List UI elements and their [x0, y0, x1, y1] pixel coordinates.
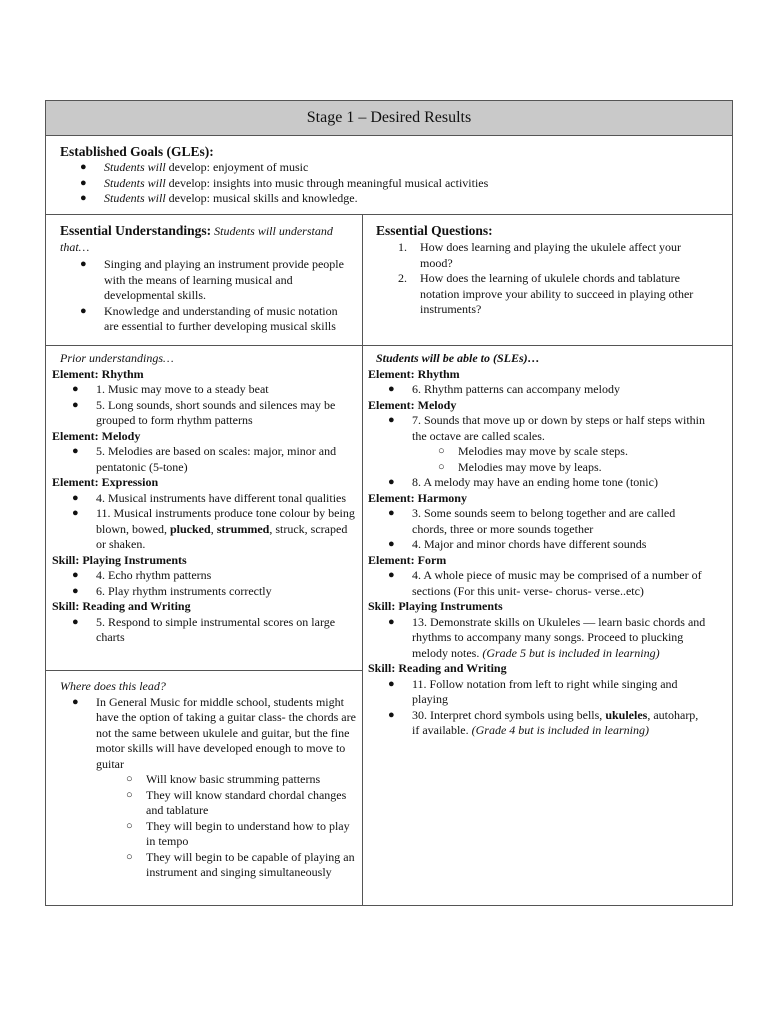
sles-cell — [368, 351, 708, 739]
understandings-heading-note: Students will understand that… — [60, 224, 333, 254]
list-item: ● Students will develop: musical skills and knowledge. — [80, 191, 358, 205]
prior-rhythm-label: Element: Rhythm — [52, 366, 144, 381]
sles-form-label: Element: Form — [368, 552, 447, 567]
essential-understandings-cell — [60, 222, 352, 335]
sles-heading: Students will be able to (SLEs)… — [376, 351, 540, 365]
questions-heading: Essential Questions: — [376, 223, 493, 238]
understandings-heading: Essential Understandings: — [60, 223, 212, 238]
sles-harmony-label: Element: Harmony — [368, 490, 467, 505]
list-item: ● 4. Echo rhythm patterns — [72, 568, 212, 582]
understandings-detail-row — [46, 346, 732, 905]
understandings-questions-row — [46, 215, 732, 346]
sles-rhythm-label: Element: Rhythm — [368, 366, 460, 381]
list-item: ● 13. Demonstrate skills on Ukuleles — learn basic chords and rhythms to accompany many songs. Proceed to plucking melody notes. (Grade 5 but is included in learning) — [388, 614, 706, 660]
prior-melody-label: Element: Melody — [52, 428, 141, 443]
list-item: ● 5. Respond to simple instrumental scores on large charts — [72, 614, 336, 644]
list-item: ○ Melodies may move by leaps. — [438, 459, 602, 474]
list-item: ● Students will develop: insights into music through meaningful musical activities — [80, 175, 489, 190]
list-item: ● 7. Sounds that move up or down by steps or half steps within the octave are called scales. — [388, 413, 705, 443]
list-item: ● 4. Musical instruments have different tonal qualities — [72, 490, 347, 505]
sles-playing-label: Skill: Playing Instruments — [368, 599, 503, 613]
lead-heading: Where does this lead? — [60, 679, 166, 693]
list-item: ● 4. A whole piece of music may be comprised of a number of sections (For this unit- verse- chorus- verse..etc) — [388, 568, 702, 598]
list-item: 1. How does learning and playing the ukulele affect your mood? — [398, 240, 682, 270]
list-item: ○ Melodies may move by scale steps. — [438, 444, 628, 458]
goals-list — [60, 160, 720, 207]
sles-reading-label: Skill: Reading and Writing — [368, 661, 507, 675]
list-item: ● Singing and playing an instrument provide people with the means of learning musical and developmental skills. — [80, 257, 344, 302]
essential-questions-cell — [376, 222, 706, 318]
list-item: ● 6. Play rhythm instruments correctly — [72, 583, 272, 598]
list-item: ○ They will begin to understand how to play in tempo — [126, 818, 350, 848]
list-item: ○ Will know basic strumming patterns — [126, 772, 321, 786]
stage-title: Stage 1 – Desired Results — [46, 101, 732, 136]
prior-playing-label: Skill: Playing Instruments — [52, 552, 187, 567]
where-does-this-lead-cell — [52, 679, 356, 881]
goals-heading: Established Goals (GLEs): — [60, 144, 214, 159]
list-item: ● Knowledge and understanding of music notation are essential to further developing musical skills — [80, 303, 338, 333]
list-item: ● 4. Major and minor chords have different sounds — [388, 537, 647, 551]
sles-melody-label: Element: Melody — [368, 397, 457, 412]
list-item: ○ They will begin to be capable of playing an instrument and singing simultaneously — [126, 849, 355, 879]
stage1-table — [45, 100, 733, 906]
prior-expression-label: Element: Expression — [52, 475, 159, 489]
established-goals-section — [46, 136, 732, 215]
list-item: ● 11. Follow notation from left to right while singing and playing — [388, 676, 678, 706]
list-item: ● 6. Rhythm patterns can accompany melody — [388, 382, 620, 396]
prior-heading: Prior understandings… — [60, 351, 174, 365]
prior-understandings-cell — [52, 351, 356, 646]
list-item: ● 8. A melody may have an ending home tone (tonic) — [388, 475, 658, 489]
list-item: 2. How does the learning of ukulele chords and tablature notation improve your ability to succeed in playing other instruments? — [398, 271, 694, 316]
list-item: ● 1. Music may move to a steady beat — [72, 382, 269, 396]
list-item: ● 3. Some sounds seem to belong together and are called chords, three or more sounds together — [388, 506, 676, 536]
list-item: ● In General Music for middle school, students might have the option of taking a guitar class- the chords are not the same between ukulele and guitar, but the fine motor skills will have developed enough to move to guitar — [72, 694, 356, 771]
list-item: ● 30. Interpret chord symbols using bells, ukuleles, autoharp, if available. (Grade 4 but is included in learning) — [388, 707, 699, 737]
list-item: ○ They will know standard chordal changes and tablature — [126, 787, 347, 817]
prior-reading-label: Skill: Reading and Writing — [52, 599, 191, 613]
list-item: ● 11. Musical instruments produce tone colour by being blown, bowed, plucked, strummed, struck, scraped or shaken. — [72, 506, 355, 551]
list-item: ● Students will develop: enjoyment of music — [80, 160, 309, 174]
list-item: ● 5. Long sounds, short sounds and silences may be grouped to form rhythm patterns — [72, 397, 336, 427]
list-item: ● 5. Melodies are based on scales: major, minor and pentatonic (5-tone) — [72, 444, 337, 474]
